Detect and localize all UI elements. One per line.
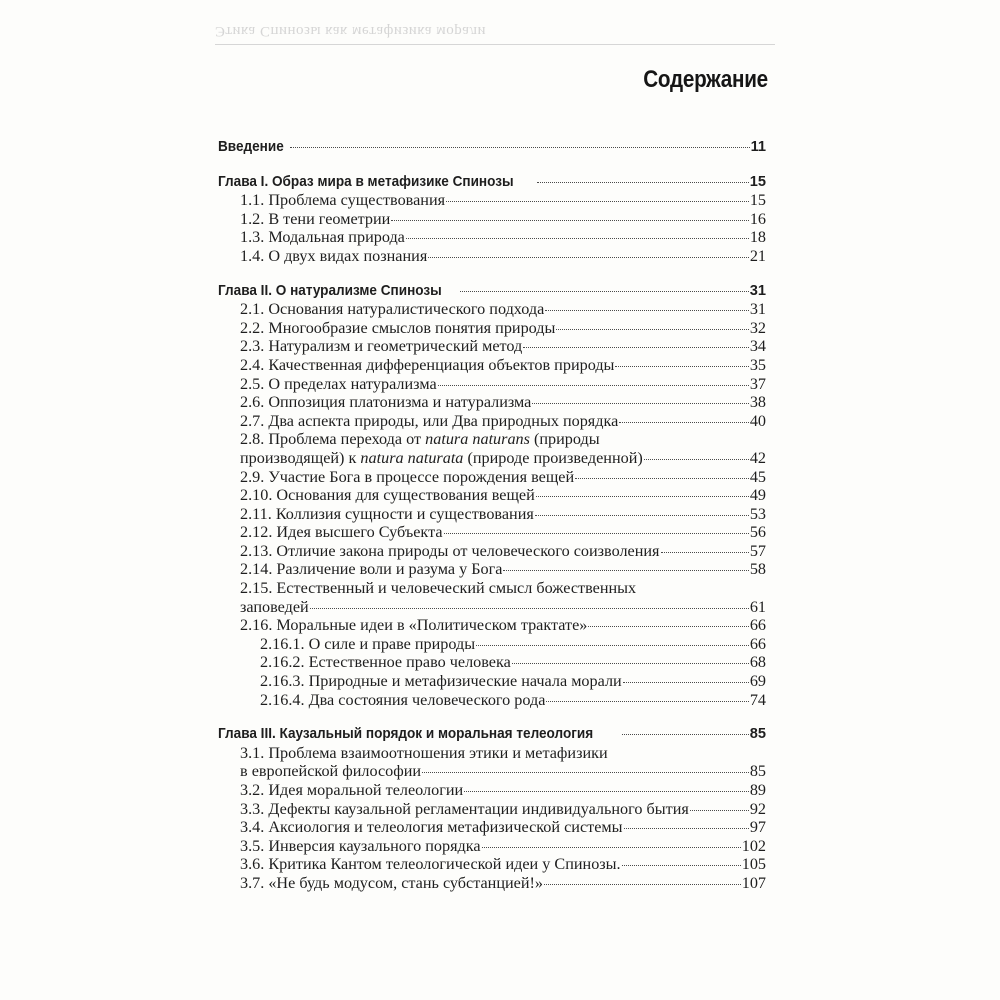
entry-title: 2.9. Участие Бога в процессе порождения вещей bbox=[240, 467, 575, 486]
entry-page: 74 bbox=[749, 690, 766, 709]
toc-entry-3-2[interactable] bbox=[218, 781, 766, 800]
entry-title: 3.6. Критика Кантом телеологической идеи у Спинозы. bbox=[240, 855, 621, 874]
entry-page: 31 bbox=[749, 282, 766, 299]
latin-term: natura naturans bbox=[425, 430, 530, 449]
toc-entry-2-16-3[interactable] bbox=[218, 672, 766, 691]
dot-leader bbox=[464, 791, 749, 792]
entry-page: 15 bbox=[749, 173, 766, 190]
entry-title: 2.11. Коллизия сущности и существования bbox=[240, 504, 534, 523]
entry-title: 2.1. Основания натуралистического подхода bbox=[240, 300, 545, 319]
dot-leader bbox=[444, 533, 749, 534]
entry-page: 16 bbox=[749, 209, 766, 228]
dot-leader bbox=[406, 238, 749, 239]
dot-leader bbox=[523, 347, 749, 348]
toc-entry-chapter-1[interactable] bbox=[218, 173, 766, 192]
entry-title: 2.16.3. Природные и метафизические начала морали bbox=[260, 672, 622, 691]
toc-entry-2-16-2[interactable] bbox=[218, 653, 766, 672]
dot-leader bbox=[575, 478, 749, 479]
dot-leader bbox=[290, 147, 750, 148]
entry-title: 1.2. В тени геометрии bbox=[240, 209, 391, 228]
toc-entry-2-15-line1[interactable]: 2.15. Естественный и человеческий смысл божественных bbox=[240, 579, 637, 598]
entry-page: 68 bbox=[749, 653, 766, 672]
dot-leader bbox=[545, 310, 748, 311]
dot-leader bbox=[391, 220, 748, 221]
toc-entry-1-3[interactable] bbox=[218, 228, 766, 247]
toc-entry-2-2[interactable] bbox=[218, 319, 766, 338]
dot-leader bbox=[476, 645, 749, 646]
dot-leader bbox=[503, 570, 748, 571]
toc-entry-2-4[interactable] bbox=[218, 356, 766, 375]
entry-title: 3.2. Идея моральной телеологии bbox=[240, 781, 464, 799]
toc-entry-3-5[interactable] bbox=[218, 837, 766, 856]
entry-title: 2.16.2. Естественное право человека bbox=[260, 653, 511, 672]
entry-title: в европейской философии bbox=[240, 762, 422, 781]
toc-entry-2-14[interactable] bbox=[218, 560, 766, 579]
toc-entry-2-15-line2[interactable] bbox=[218, 598, 766, 617]
entry-title: 1.3. Модальная природа bbox=[240, 228, 405, 247]
entry-page: 85 bbox=[749, 726, 766, 743]
entry-page: 66 bbox=[749, 634, 766, 653]
dot-leader bbox=[460, 291, 749, 292]
toc-entry-2-11[interactable] bbox=[218, 505, 766, 524]
bleed-through-rule bbox=[215, 44, 775, 45]
entry-page: 69 bbox=[749, 672, 766, 691]
entry-title: 3.3. Дефекты каузальной регламентации индивидуального бытия bbox=[240, 799, 689, 818]
dot-leader bbox=[438, 385, 749, 386]
dot-leader bbox=[546, 701, 748, 702]
toc-entry-3-6[interactable] bbox=[218, 855, 766, 874]
table-of-contents bbox=[218, 138, 766, 893]
dot-leader bbox=[512, 663, 749, 664]
toc-entry-2-13[interactable] bbox=[218, 542, 766, 561]
dot-leader bbox=[690, 810, 749, 811]
toc-entry-3-1-line2[interactable] bbox=[218, 762, 766, 781]
dot-leader bbox=[661, 552, 749, 553]
entry-page: 56 bbox=[749, 523, 766, 542]
entry-page: 18 bbox=[749, 228, 766, 247]
toc-entry-3-3[interactable] bbox=[218, 800, 766, 819]
toc-entry-2-5[interactable] bbox=[218, 375, 766, 394]
toc-entry-2-16-4[interactable] bbox=[218, 691, 766, 710]
entry-title: Глава III. Каузальный порядок и моральная телеология bbox=[218, 726, 594, 743]
entry-text: (природе произведенной) bbox=[463, 448, 643, 467]
dot-leader bbox=[310, 608, 749, 609]
toc-entry-introduction[interactable] bbox=[218, 138, 766, 157]
entry-title: 2.6. Оппозиция платонизма и натурализма bbox=[240, 393, 532, 412]
toc-title: Содержание bbox=[643, 66, 768, 93]
toc-entry-2-7[interactable] bbox=[218, 412, 766, 431]
entry-page: 11 bbox=[750, 139, 766, 155]
entry-page: 35 bbox=[749, 355, 766, 374]
entry-page: 31 bbox=[749, 300, 766, 319]
toc-entry-3-1-line1[interactable]: 3.1. Проблема взаимоотношения этики и метафизики bbox=[240, 743, 608, 762]
dot-leader bbox=[537, 182, 749, 183]
dot-leader bbox=[588, 626, 748, 627]
latin-term: natura naturata bbox=[360, 448, 464, 467]
section-gap bbox=[218, 157, 766, 173]
dot-leader bbox=[622, 865, 741, 866]
entry-title: 2.16. Моральные идеи в «Политическом трактате» bbox=[240, 616, 588, 635]
entry-title: 2.7. Два аспекта природы, или Два природных порядка bbox=[240, 411, 619, 430]
entry-title bbox=[240, 449, 643, 468]
dot-leader bbox=[544, 884, 741, 885]
entry-title: заповедей bbox=[240, 597, 309, 616]
toc-entry-2-8-line1[interactable] bbox=[218, 430, 766, 449]
entry-title: 2.14. Различение воли и разума у Бога bbox=[240, 560, 503, 579]
entry-title: 3.4. Аксиология и телеология метафизической системы bbox=[240, 818, 623, 837]
toc-entry-chapter-2[interactable] bbox=[218, 282, 766, 301]
dot-leader bbox=[532, 403, 748, 404]
entry-title: Глава II. О натурализме Спинозы bbox=[218, 282, 442, 299]
dot-leader bbox=[623, 682, 749, 683]
dot-leader bbox=[422, 772, 749, 773]
entry-page: 89 bbox=[749, 781, 766, 799]
dot-leader bbox=[556, 329, 748, 330]
entry-title: 2.12. Идея высшего Субъекта bbox=[240, 523, 443, 542]
dot-leader bbox=[615, 366, 748, 367]
entry-page: 34 bbox=[749, 337, 766, 356]
dot-leader bbox=[536, 496, 749, 497]
toc-entry-3-4[interactable] bbox=[218, 818, 766, 837]
entry-page: 105 bbox=[741, 855, 766, 874]
entry-page: 38 bbox=[749, 393, 766, 412]
entry-title: 2.13. Отличие закона природы от человеческого соизволения bbox=[240, 541, 660, 560]
dot-leader bbox=[622, 734, 748, 735]
dot-leader bbox=[428, 257, 749, 258]
dot-leader bbox=[644, 459, 749, 460]
entry-text: (природы bbox=[529, 430, 600, 449]
entry-title: 2.16.1. О силе и праве природы bbox=[260, 634, 476, 653]
entry-title: 3.7. «Не будь модусом, стань субстанцией!» bbox=[240, 873, 543, 892]
section-gap bbox=[218, 709, 766, 725]
bleed-through-running-header: Этика Спинозы как метафизика морали bbox=[215, 23, 487, 39]
toc-entry-1-2[interactable] bbox=[218, 210, 766, 229]
toc-entry-1-1[interactable] bbox=[218, 191, 766, 210]
toc-entry-2-1[interactable] bbox=[218, 300, 766, 319]
entry-page: 53 bbox=[749, 504, 766, 523]
entry-page: 40 bbox=[749, 411, 766, 430]
entry-page: 49 bbox=[749, 486, 766, 505]
entry-title: 3.5. Инверсия каузального порядка bbox=[240, 836, 481, 855]
entry-text: производящей) к bbox=[240, 448, 361, 467]
entry-page: 21 bbox=[749, 246, 766, 265]
entry-title: 2.3. Натурализм и геометрический метод bbox=[240, 337, 523, 356]
entry-title: 2.2. Многообразие смыслов понятия природы bbox=[240, 318, 556, 337]
entry-page: 107 bbox=[741, 873, 766, 892]
toc-entry-2-8-line2[interactable] bbox=[218, 449, 766, 468]
toc-entry-2-12[interactable] bbox=[218, 523, 766, 542]
entry-title: 1.4. О двух видах познания bbox=[240, 246, 428, 265]
entry-title: Глава I. Образ мира в метафизике Спинозы bbox=[218, 173, 514, 190]
toc-entry-1-4[interactable] bbox=[218, 247, 766, 266]
entry-page: 37 bbox=[749, 374, 766, 393]
toc-entry-2-3[interactable] bbox=[218, 337, 766, 356]
entry-page: 97 bbox=[749, 818, 766, 837]
dot-leader bbox=[482, 847, 741, 848]
toc-entry-chapter-3[interactable] bbox=[218, 725, 766, 744]
entry-title: 2.5. О пределах натурализма bbox=[240, 374, 437, 393]
dot-leader bbox=[446, 201, 749, 202]
toc-entry-3-7[interactable] bbox=[218, 874, 766, 893]
section-gap bbox=[218, 266, 766, 282]
dot-leader bbox=[619, 422, 749, 423]
toc-entry-2-16[interactable] bbox=[218, 616, 766, 635]
entry-page: 15 bbox=[749, 191, 766, 210]
entry-title: 2.4. Качественная дифференциация объектов природы bbox=[240, 355, 615, 374]
entry-title: 2.16.4. Два состояния человеческого рода bbox=[260, 690, 546, 709]
entry-text: 2.8. Проблема перехода от bbox=[240, 430, 426, 449]
entry-page: 92 bbox=[749, 799, 766, 818]
entry-title: 1.1. Проблема существования bbox=[240, 191, 446, 210]
toc-entry-2-9[interactable] bbox=[218, 468, 766, 487]
toc-entry-2-10[interactable] bbox=[218, 486, 766, 505]
entry-title: 2.10. Основания для существования вещей bbox=[240, 486, 535, 505]
entry-page: 45 bbox=[749, 467, 766, 486]
dot-leader bbox=[624, 828, 749, 829]
dot-leader bbox=[535, 515, 749, 516]
toc-entry-2-6[interactable] bbox=[218, 393, 766, 412]
entry-page: 32 bbox=[749, 318, 766, 337]
entry-page: 58 bbox=[749, 560, 766, 579]
toc-entry-2-16-1[interactable] bbox=[218, 635, 766, 654]
entry-page: 42 bbox=[749, 448, 766, 467]
entry-page: 66 bbox=[749, 616, 766, 635]
entry-page: 102 bbox=[741, 836, 766, 855]
entry-title: Введение bbox=[218, 139, 284, 155]
entry-page: 57 bbox=[749, 541, 766, 560]
entry-page: 85 bbox=[749, 762, 766, 781]
entry-page: 61 bbox=[749, 597, 766, 616]
